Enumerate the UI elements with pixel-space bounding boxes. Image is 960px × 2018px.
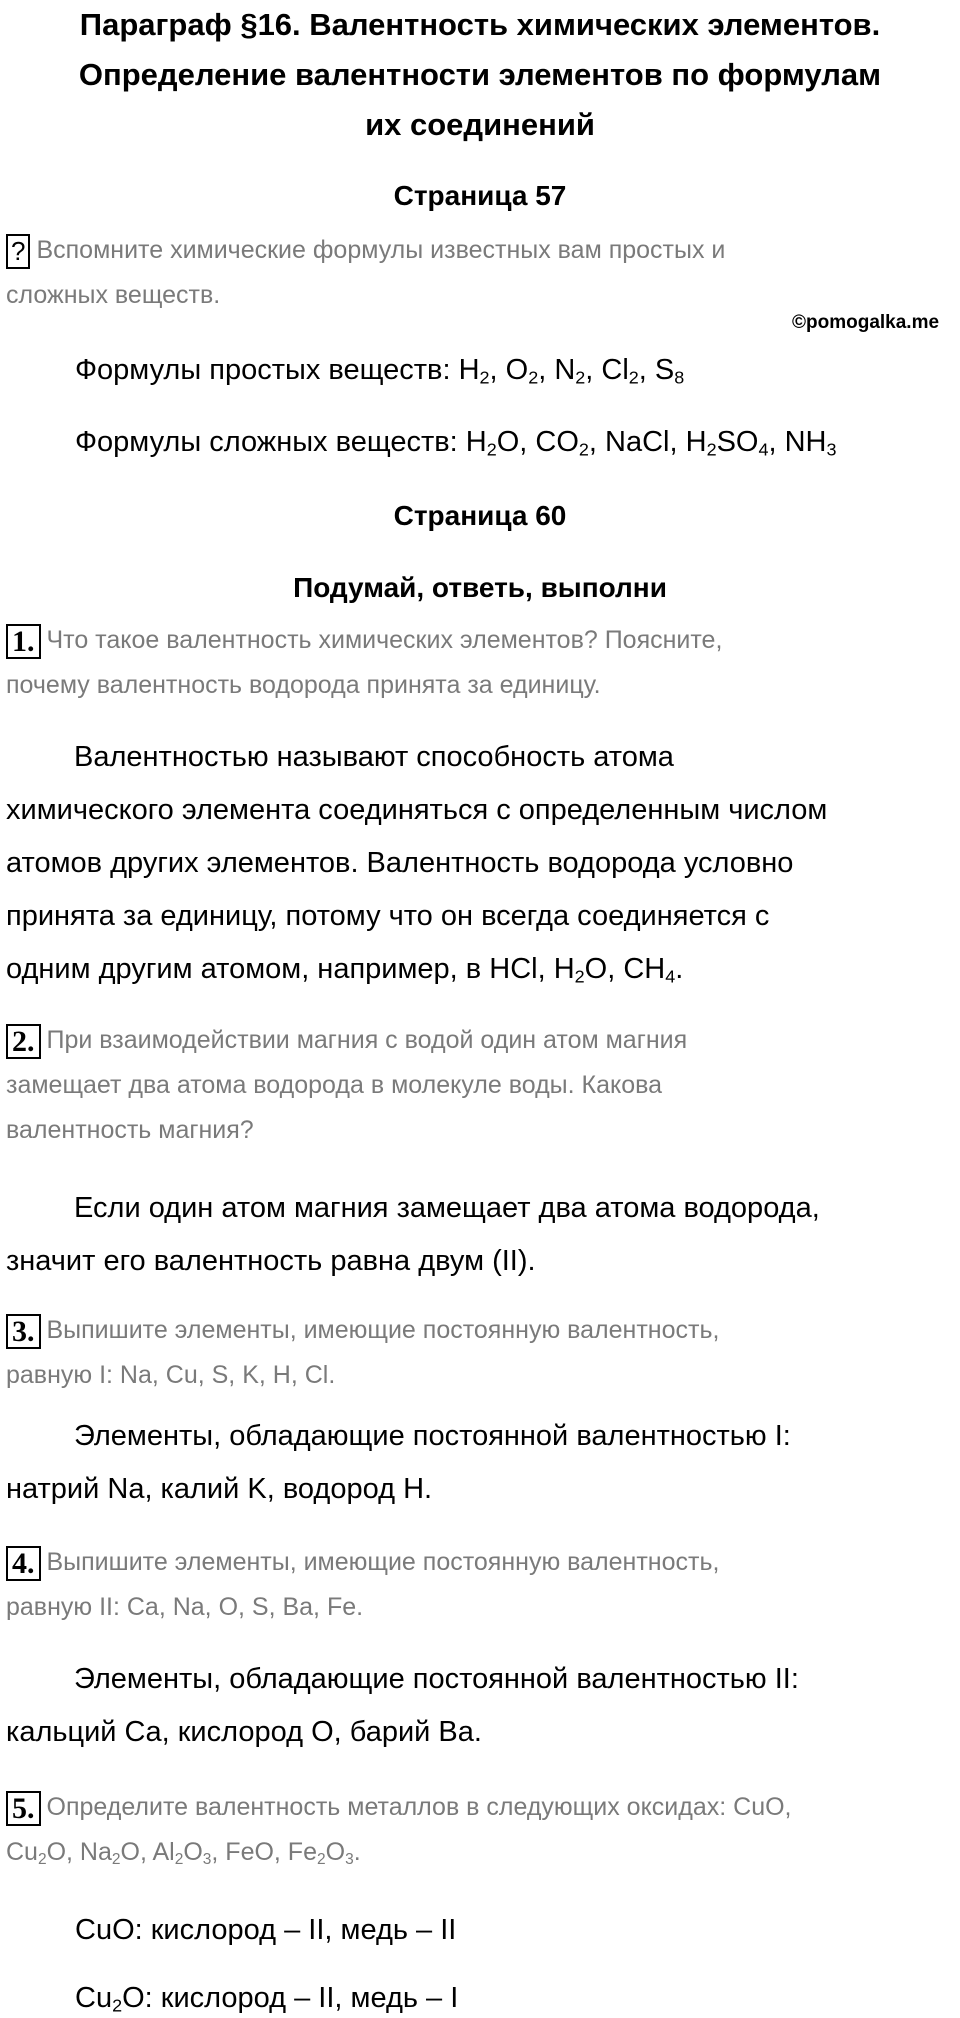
question-text-line-2: замещает два атома водорода в молекуле воды. Какова	[6, 1071, 663, 1099]
answer-4	[6, 1653, 952, 1759]
question-text-line-2: равную II: Ca, Na, O, S, Ba, Fe.	[6, 1593, 364, 1621]
simple-formulas-line	[75, 350, 684, 390]
answer-2	[6, 1182, 952, 1288]
answer-5-line-2: $Cu_2O$: кислород – II, медь – I	[75, 1982, 459, 2016]
question-marker: ?	[6, 234, 30, 269]
question-3	[6, 1308, 719, 1398]
page-title-line-3: их соединений	[365, 107, 595, 142]
question-text-line-2: равную I: Na, Cu, S, K, H, Cl.	[6, 1361, 336, 1389]
answer-line: Элементы, обладающие постоянной валентностью II:	[74, 1663, 799, 1695]
page-57-question	[6, 228, 725, 318]
question-5	[6, 1785, 791, 1875]
page-60-heading: Страница 60	[393, 500, 567, 531]
question-text-line-2: почему валентность водорода принята за единицу.	[6, 671, 601, 699]
question-text-line-1: Определите валентность металлов в следующих оксидах: CuO,	[46, 1793, 792, 1821]
answer-line: принята за единицу, потому что он всегда соединяется с	[6, 900, 770, 932]
section-heading: Подумай, ответь, выполни	[293, 572, 667, 603]
answer-line: Если один атом магния замещает два атома водорода,	[74, 1192, 820, 1224]
question-number: 4.	[6, 1546, 41, 1581]
question-number: 2.	[6, 1024, 41, 1059]
question-text-line-3: валентность магния?	[6, 1116, 254, 1144]
question-text-line-1: При взаимодействии магния с водой один атом магния	[46, 1026, 688, 1054]
page-title-line-2: Определение валентности элементов по формулам	[78, 57, 882, 92]
question-text-line-1: Что такое валентность химических элементов? Поясните,	[46, 626, 723, 654]
question-text-line-1: Выпишите элементы, имеющие постоянную валентность,	[46, 1548, 720, 1576]
answer-line: Элементы, обладающие постоянной валентностью I:	[74, 1420, 791, 1452]
answer-5-line-1: CuO: кислород – II, медь – II	[75, 1914, 457, 1946]
page-57-heading: Страница 57	[393, 180, 567, 211]
complex-formulas-list: $H_2O$, $CO_2$, NaCl, $H_2SO_4$, $NH_3$	[465, 426, 837, 460]
question-number: 1.	[6, 624, 41, 659]
complex-formulas-line	[75, 422, 836, 462]
answer-line: натрий Na, калий K, водород H.	[6, 1473, 433, 1505]
question-4	[6, 1540, 719, 1630]
question-2	[6, 1018, 687, 1153]
simple-formulas-label: Формулы простых веществ:	[75, 354, 459, 386]
question-text-line-2: сложных веществ.	[6, 281, 221, 309]
question-text-line-2: $Cu_2O$, $Na_2O$, $Al_2O_3$, FeO, $Fe_2O_3$.	[6, 1838, 361, 1868]
complex-formulas-label: Формулы сложных веществ:	[75, 426, 466, 458]
answer-line: атомов других элементов. Валентность водорода условно	[6, 847, 794, 879]
page-title-line-1: Параграф §16. Валентность химических элементов.	[79, 7, 881, 42]
answer-line: одним другим атомом, например, в HCl, $H_2O$, $CH_4$.	[6, 953, 684, 987]
answer-line: кальций Ca, кислород O, барий Ba.	[6, 1716, 482, 1748]
question-text-line-1: Вспомните химические формулы известных вам простых и	[36, 236, 726, 264]
answer-1	[6, 731, 952, 996]
answer-line: значит его валентность равна двум (II).	[6, 1245, 536, 1277]
copyright-watermark: ©pomogalka.me	[792, 312, 940, 333]
question-1	[6, 618, 722, 708]
answer-line: Валентностью называют способность атома	[74, 741, 674, 773]
answer-line: химического элемента соединяться с определенным числом	[6, 794, 828, 826]
question-number: 5.	[6, 1791, 41, 1826]
question-text-line-1: Выпишите элементы, имеющие постоянную валентность,	[46, 1316, 720, 1344]
simple-formulas-list: $H_2$, $O_2$, $N_2$, $Cl_2$, $S_8$	[458, 354, 685, 388]
answer-3	[6, 1410, 952, 1516]
question-number: 3.	[6, 1314, 41, 1349]
